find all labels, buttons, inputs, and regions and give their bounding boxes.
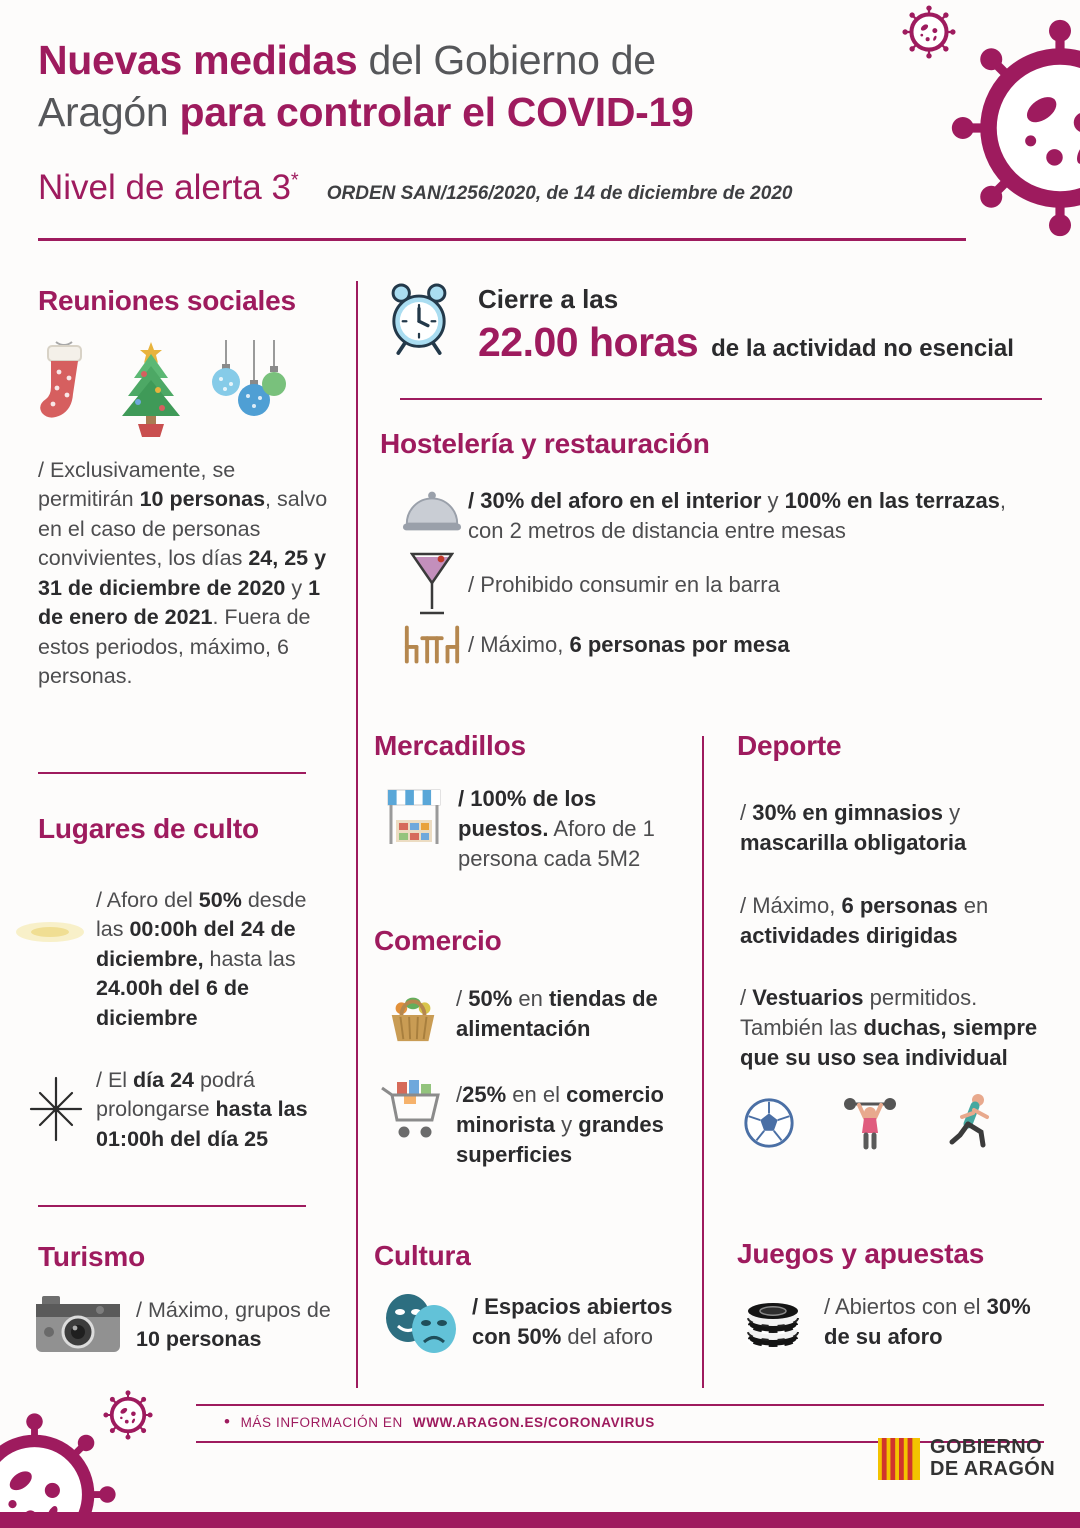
left-column-divider-1 — [38, 772, 306, 774]
page-title-line2 — [38, 86, 888, 138]
text-segment: en — [957, 893, 989, 918]
text-segment: / Máximo, grupos de — [136, 1298, 331, 1322]
section-heading-turismo: Turismo — [38, 1241, 145, 1272]
text-segment: hasta las 01:00h del día 25 — [96, 1097, 308, 1151]
closure-line2 — [478, 319, 1053, 366]
text-segment: día 24 — [133, 1068, 194, 1092]
deporte-item-1 — [740, 798, 1036, 858]
text-segment: del aforo — [561, 1324, 653, 1350]
closure-suffix: de la actividad no esencial — [711, 335, 1014, 362]
serving-dome-icon — [396, 486, 468, 538]
order-reference: ORDEN SAN/1256/2020, de 14 de diciembre de 2020 — [326, 183, 793, 204]
text-segment: del Gobierno de — [357, 37, 656, 83]
aragon-flag-icon — [878, 1438, 920, 1480]
comercio-item-minorista — [380, 1080, 696, 1170]
text-segment: grandes superficies — [456, 1112, 664, 1168]
mercadillos-item-text — [458, 784, 672, 874]
text-segment: 100% en las terrazas — [784, 488, 1000, 513]
text-segment: hasta las — [203, 946, 296, 971]
text-segment: 30% de su aforo — [824, 1294, 1031, 1350]
turismo-item-text — [136, 1294, 334, 1355]
deporte-item-3 — [740, 983, 1042, 1073]
text-segment: duchas, siempre que su uso sea individual — [740, 1015, 1038, 1071]
footer-info-prefix: MÁS INFORMACIÓN EN — [240, 1414, 403, 1430]
culto-item-2 — [96, 1066, 332, 1154]
candle-glow-icon — [14, 912, 86, 952]
text-segment: / Abiertos con el — [824, 1294, 987, 1319]
alert-level: Nivel de alerta 3* — [38, 168, 299, 207]
text-segment: 10 personas — [139, 487, 266, 512]
section-heading-cultura: Cultura — [374, 1240, 471, 1271]
theater-masks-icon — [378, 1292, 462, 1356]
cultura-item-text — [472, 1292, 692, 1352]
soccer-ball-icon — [742, 1096, 796, 1150]
text-segment: y — [761, 488, 785, 513]
text-segment: / Exclusivamente, se permitirán — [38, 458, 236, 512]
text-segment: 50% — [468, 986, 513, 1011]
text-segment: 10 personas — [136, 1327, 262, 1352]
text-segment: , salvo en el caso de personas convivientes, los días — [38, 487, 328, 571]
text-segment: Nuevas medidas — [38, 37, 358, 83]
text-segment: tiendas de alimentación — [456, 986, 658, 1042]
culto-item-1 — [96, 886, 336, 1033]
hosteleria-item-mesa — [396, 622, 790, 666]
sports-icons — [742, 1092, 998, 1150]
hosteleria-item-text — [468, 486, 1028, 546]
cocktail-icon — [396, 552, 468, 618]
closure-line1: Cierre a las — [478, 284, 619, 314]
text-segment: 1 de enero de 2021 — [38, 575, 321, 630]
hosteleria-item-text — [468, 622, 790, 660]
footer-divider-top — [196, 1404, 1044, 1406]
hosteleria-item-aforo — [396, 486, 1028, 546]
poker-chips-icon — [744, 1292, 802, 1350]
text-segment: / — [456, 1082, 463, 1107]
cultura-item — [378, 1292, 692, 1356]
text-segment: / El — [96, 1068, 134, 1092]
text-segment: actividades dirigidas — [740, 923, 958, 949]
section-heading-lugares-de-culto: Lugares de culto — [38, 813, 259, 844]
page-title — [38, 34, 888, 138]
text-segment: . Fuera de estos periodos, máximo, 6 personas. — [38, 605, 311, 689]
runner-icon — [944, 1092, 998, 1150]
virus-icon — [0, 1412, 117, 1528]
vertical-divider-left — [356, 281, 358, 1388]
text-segment: y — [285, 575, 309, 600]
section-heading-reuniones-sociales: Reuniones sociales — [38, 285, 296, 316]
footer-info — [224, 1412, 655, 1432]
text-segment: / Espacios abiertos con 50% — [472, 1294, 673, 1350]
juegos-item-text — [824, 1292, 1038, 1352]
grocery-basket-icon — [384, 984, 442, 1046]
text-segment: 25% — [462, 1082, 507, 1107]
text-segment: 50% — [198, 888, 242, 912]
comercio-item-alimentacion — [384, 984, 684, 1046]
logo-text — [930, 1437, 1055, 1480]
text-segment: Vestuarios — [752, 985, 864, 1010]
logo-line2: DE ARAGÓN — [930, 1457, 1056, 1480]
header-divider — [38, 238, 966, 241]
christmas-tree-icon — [114, 340, 188, 438]
comercio-item-text — [456, 984, 684, 1044]
closure-divider — [400, 398, 1042, 400]
christmas-stocking-icon — [36, 340, 94, 432]
text-segment: / Aforo del — [96, 888, 199, 912]
section-heading-comercio: Comercio — [374, 925, 502, 956]
virus-icon — [950, 18, 1080, 238]
text-segment: y — [555, 1112, 579, 1138]
text-segment: / Prohibido consumir en la barra — [468, 572, 780, 597]
mercadillos-item — [384, 784, 672, 874]
section-heading-hosteleria: Hostelería y restauración — [380, 428, 710, 459]
text-segment: / — [456, 986, 469, 1011]
text-segment: 24, 25 y 31 de diciembre de 2020 — [38, 546, 327, 600]
gobierno-aragon-logo — [878, 1437, 1055, 1480]
text-segment: mascarilla obligatoria — [740, 830, 967, 856]
page-title-line1 — [38, 34, 888, 86]
juegos-item — [744, 1292, 1038, 1352]
text-segment: / 100% de los puestos. — [458, 786, 597, 842]
text-segment: / — [740, 985, 753, 1010]
hosteleria-item-text — [468, 552, 780, 600]
closure-time: 22.00 horas — [478, 319, 699, 365]
text-segment: en — [512, 986, 549, 1011]
text-segment: 30% en gimnasios — [752, 800, 943, 825]
text-segment: en el — [506, 1082, 567, 1107]
turismo-item — [34, 1294, 334, 1355]
text-segment: 6 personas por mesa — [569, 632, 790, 657]
alert-level-row — [38, 168, 792, 208]
text-segment: desde las — [96, 888, 307, 942]
left-column-divider-2 — [38, 1205, 306, 1207]
text-segment: para controlar el COVID-19 — [179, 89, 694, 136]
text-segment: 24.00h del 6 de diciembre — [96, 976, 249, 1030]
text-segment: 00:00h del 24 de diciembre, — [96, 917, 296, 971]
christmas-icons — [36, 340, 288, 438]
text-segment: / Máximo, — [740, 893, 842, 918]
section-heading-mercadillos: Mercadillos — [374, 730, 526, 761]
text-segment: / — [740, 800, 753, 825]
christmas-ornaments-icon — [208, 340, 288, 432]
camera-icon — [34, 1294, 122, 1354]
vertical-divider-right — [702, 736, 704, 1388]
section-heading-deporte: Deporte — [737, 730, 842, 761]
closure-banner — [478, 284, 1053, 366]
text-segment: / 30% del aforo en el interior — [468, 488, 762, 513]
text-segment: podrá prolongarse — [96, 1068, 255, 1122]
market-stall-icon — [384, 784, 444, 848]
star-sparkle-icon — [27, 1076, 85, 1142]
logo-line1: GOBIERNO — [930, 1436, 1043, 1458]
footnote-mark: * — [290, 169, 299, 192]
hosteleria-item-barra — [396, 552, 780, 618]
shopping-cart-icon — [380, 1080, 444, 1142]
text-segment: , con 2 metros de distancia entre mesas — [468, 488, 1007, 544]
deporte-item-2 — [740, 891, 1036, 951]
text-segment: Aragón — [38, 89, 180, 136]
alarm-clock-icon — [382, 278, 456, 360]
reuniones-paragraph — [38, 456, 330, 692]
bullet-icon: • — [224, 1412, 231, 1431]
footer-info-link: WWW.ARAGON.ES/CORONAVIRUS — [412, 1414, 655, 1430]
text-segment: permitidos. También las — [740, 985, 978, 1041]
comercio-item-text — [456, 1080, 696, 1170]
text-segment: y — [942, 800, 961, 825]
text-segment: / Máximo, — [468, 632, 570, 657]
table-and-chairs-icon — [396, 622, 468, 666]
section-heading-juegos: Juegos y apuestas — [737, 1238, 985, 1269]
virus-icon — [902, 5, 956, 59]
text-segment: 6 personas — [841, 893, 958, 918]
weightlifter-icon — [842, 1092, 898, 1150]
bottom-accent-bar — [0, 1512, 1080, 1528]
text-segment: comercio minorista — [456, 1082, 664, 1138]
text-segment: Aforo de 1 persona cada 5M2 — [458, 816, 655, 872]
